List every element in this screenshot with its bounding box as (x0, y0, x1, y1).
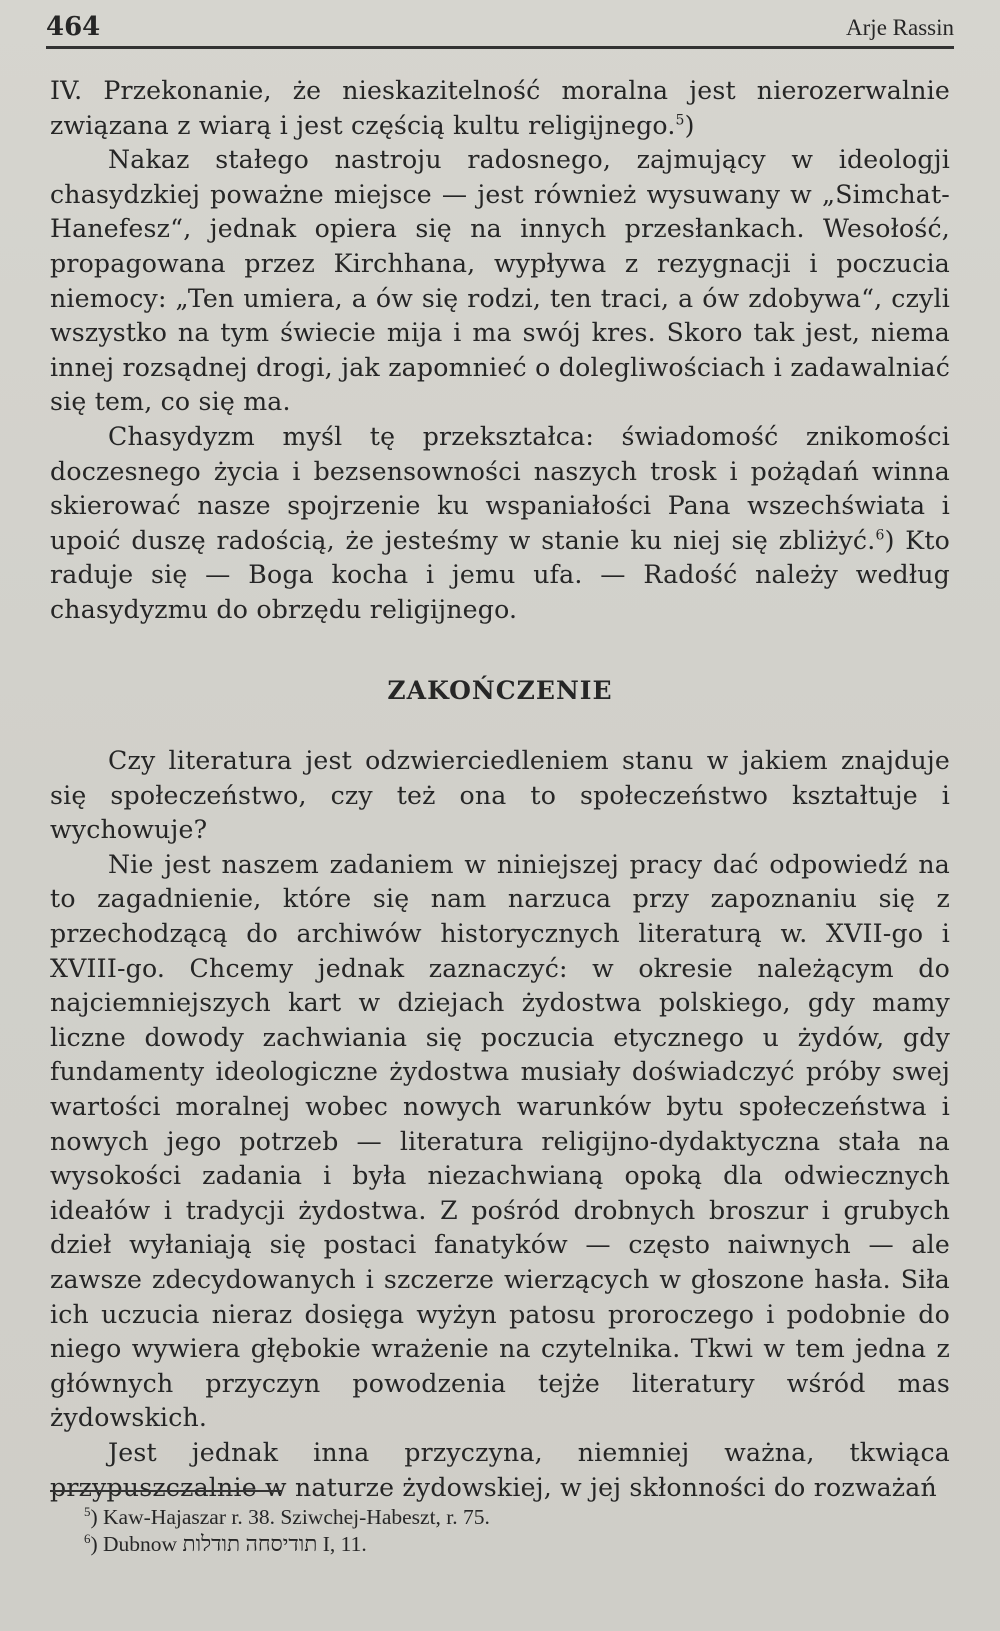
page-number: 464 (46, 12, 101, 42)
paragraph: Jest jednak inna przyczyna, niemniej ważna, tkwiąca przypuszczalnie w naturze żydowskiej, w jej skłonności do rozważań (50, 1437, 950, 1502)
paragraph-text: ) Kto raduje się — Boga kocha i jemu ufa. — Radość należy według chasydyzmu do obrzędu religijnego. (50, 525, 951, 624)
paragraph-iv (50, 74, 950, 143)
footnote-number: 5 (84, 1503, 91, 1519)
footnote-ref: 5 (675, 112, 685, 129)
footnote (84, 1531, 490, 1558)
paragraph-text: IV. Przekonanie, że nieskazitelność moralna jest nierozerwalnie związana z wiarą i jest częścią kultu religijnego. (50, 76, 950, 140)
footnote-rule (50, 1490, 282, 1492)
body-text (50, 74, 950, 1505)
paragraph: Nakaz stałego nastroju radosnego, zajmujący w ideologji chasydzkiej poważne miejsce — jest również wysuwany w „Simchat-Hanefesz“, jednak opiera się na innych przesłankach. Wesołość, propagowana przez Kirchhana, wypływa z rezygnacji i poczucia niemocy: „Ten umiera, a ów się rodzi, ten traci, a ów zdobywa“, czyli wszystko na tym świecie mija i ma swój kres. Skoro tak jest, niema innej rozsądnej drogi, jak zapomnieć o dolegliwościach i zadawalniać się tem, co się ma. (50, 145, 950, 417)
paragraph: Czy literatura jest odzwierciedleniem stanu w jakiem znajduje się społeczeństwo, czy też ona to społeczeństwo kształtuje i wychowuje? (50, 746, 950, 845)
footnotes (84, 1504, 490, 1558)
running-head: Arje Rassin (846, 15, 954, 40)
footnote-ref: 6 (875, 527, 885, 544)
footnote-text: ) Dubnow ‭תולדות החסידות‬ I, 11. (90, 1532, 367, 1556)
footnote (84, 1504, 490, 1531)
header-rule (46, 46, 954, 49)
paragraph-text: Chasydyzm myśl tę przekształca: świadomość znikomości doczesnego życia i bezsensowności naszych trosk i pożądań winna skierować nasze spojrzenie ku wspaniałości Pana wszechświata i upoić duszę radością, że jesteśmy w stanie ku niej się zbliżyć. (50, 421, 950, 555)
paragraph-text: ) (684, 110, 695, 140)
section-heading: ZAKOŃCZENIE (387, 675, 613, 705)
paragraph: Nie jest naszem zadaniem w niniejszej pracy dać odpowiedź na to zagadnienie, które się nam narzuca przy zapoznaniu się z przechodzącą do archiwów historycznych literaturą w. XVII-go i XVIII-go. Chcemy jednak zaznaczyć: w okresie należącym do najciemniejszych kart w dziejach żydostwa polskiego, gdy mamy liczne dowody zachwiania się poczucia etycznego u żydów, gdy fundamenty ideologiczne żydostwa musiały doświadczyć próby swej wartości moralnej wobec nowych warunków bytu społeczeństwa i nowych jego potrzeb — literatura religijno-dydaktyczna stała na wysokości zadania i była niezachwianą opoką dla odwiecznych ideałów i tradycji żydostwa. Z pośród drobnych broszur i grubych dzieł wyłaniają się postaci fanatyków — często naiwnych — ale zawsze zdecydowanych i szczerze wierzących w głoszone hasła. Siła ich uczucia nieraz dosięga wyżyn patosu proroczego i podobnie do niego wywiera głębokie wrażenie na czytelnika. Tkwi w tem jedna z głównych przyczyn powodzenia tejże literatury wśród mas żydowskich. (50, 849, 950, 1433)
footnote-number: 6 (84, 1530, 91, 1546)
page-header (46, 12, 954, 42)
paragraph (50, 420, 950, 628)
footnote-text: ) Kaw-Hajaszar r. 38. Sziwchej-Habeszt, r. 75. (90, 1505, 490, 1529)
